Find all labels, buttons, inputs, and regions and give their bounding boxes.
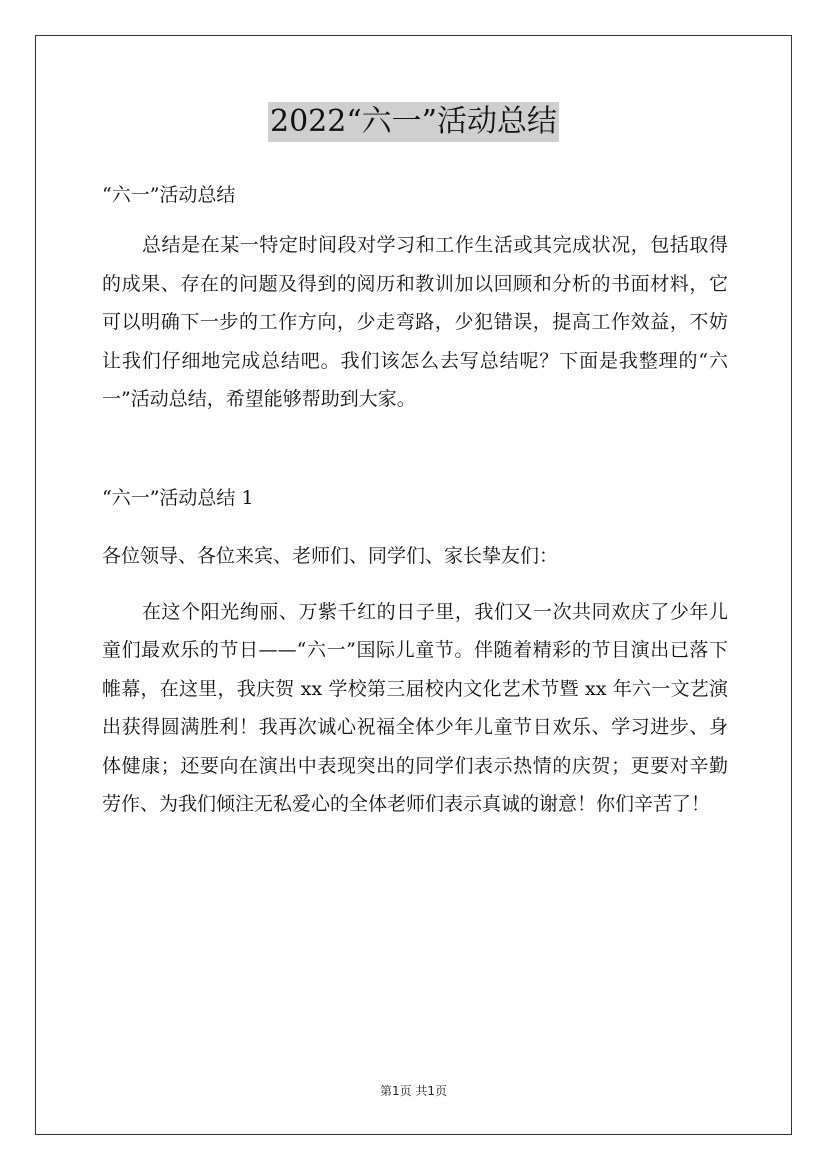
document-content <box>102 176 728 824</box>
title-wrap <box>0 102 827 142</box>
document-title: 2022“六一”活动总结 <box>268 102 559 142</box>
spacer <box>102 214 728 226</box>
page-footer: 第1页 共1页 <box>379 1084 448 1098</box>
intro-paragraph: 总结是在某一特定时间段对学习和工作生活或其完成状况，包括取得的成果、存在的问题及得到的阅历和教训加以回顾和分析的书面材料，它可以明确下一步的工作方向，少走弯路，少犯错误，提高工作效益，不妨让我们仔细地完成总结吧。我们该怎么去写总结呢？下面是我整理的“六一”活动总结，希望能够帮助到大家。 <box>102 234 728 410</box>
salutation: 各位领导、各位来宾、老师们、同学们、家长挚友们： <box>102 544 559 567</box>
spacer <box>102 575 728 593</box>
section-heading-1: “六一”活动总结 1 <box>102 486 254 509</box>
spacer <box>102 419 728 479</box>
body-paragraph: 在这个阳光绚丽、万紫千红的日子里，我们又一次共同欢庆了少年儿童们最欢乐的节日——“六一”国际儿童节。伴随着精彩的节目演出已落下帷幕，在这里，我庆贺 xx 学校第三届校内文化艺术节暨 xx 年六一文艺演出获得圆满胜利！我再次诚心祝福全体少年儿童节日欢乐、学习进步、身体健康；还要向在演出中表现突出的同学们表示热情的庆贺；更要对辛勤劳作、为我们倾注无私爱心的全体老师们表示真诚的谢意！你们辛苦了！ <box>102 600 728 815</box>
spacer <box>102 517 728 537</box>
section-heading: “六一”活动总结 <box>102 184 236 206</box>
